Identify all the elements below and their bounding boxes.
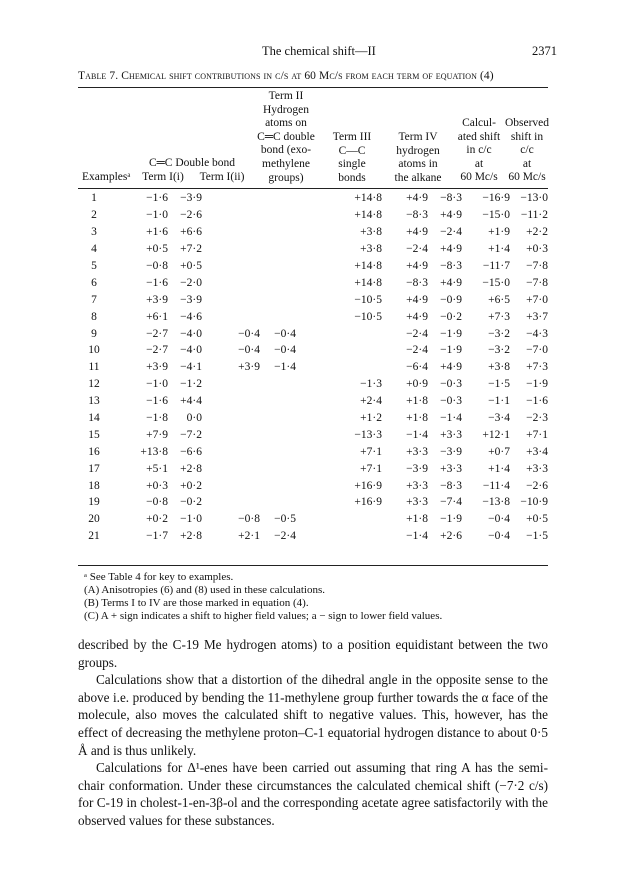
term2a-value [202,477,260,494]
calculated-shift: −15·0 [482,276,510,289]
observed-shift: −10·9 [520,496,548,509]
table-top-rule [78,87,548,88]
term1ii-value: −2·6 [180,209,202,222]
term4a-value: +3·3 [406,479,428,492]
term4a-value: −8·3 [406,276,428,289]
term4b-value: +4·9 [440,209,462,222]
term1ii-value: −4·0 [180,344,202,357]
calculated-shift: +6·5 [488,293,510,306]
example-number: 7 [91,293,97,306]
header-term3: Term III C—C single bonds [332,131,372,184]
term3-value: +7·1 [360,445,382,458]
term1ii-value: −1·0 [180,513,202,526]
term1i-value: +5·1 [146,462,168,475]
observed-shift: −7·0 [526,344,548,357]
observed-shift: +7·3 [526,361,548,374]
term4b-value: −1·9 [440,513,462,526]
observed-shift: +3·4 [526,445,548,458]
term1i-value: +0·3 [146,479,168,492]
term4a-value: −2·4 [406,344,428,357]
term4a-value: −1·4 [406,428,428,441]
example-number: 13 [88,395,100,408]
term4b-value: −0·3 [440,395,462,408]
term1ii-value: −0·2 [180,496,202,509]
table-row [78,460,548,477]
term4a-value: −8·3 [406,209,428,222]
term4b-value: −0·2 [440,310,462,323]
term4a-value: −2·4 [406,327,428,340]
term1i-value: −1·6 [146,276,168,289]
term2b-value [260,207,296,224]
term4b-value: −0·9 [440,293,462,306]
table-caption [78,70,548,82]
term2a-value [202,376,260,393]
term1i-value: +0·2 [146,513,168,526]
header-term1ii: Term I(ii) [199,171,245,183]
table-row [78,207,548,224]
calculated-shift: −13·8 [482,496,510,509]
term3-value: +14·8 [354,192,382,205]
observed-shift: −2·3 [526,412,548,425]
calculated-shift: −15·0 [482,209,510,222]
example-number: 11 [88,361,100,374]
term3-value: +14·8 [354,209,382,222]
header-term1i: Term I(i) [142,171,184,183]
term1i-value: +0·5 [146,243,168,256]
term4b-value: +4·9 [440,276,462,289]
example-number: 17 [88,462,100,475]
term2b-value [260,224,296,241]
paragraph-continuation: described by the C-19 Me hydrogen atoms) to a position equidistant between the two groups. [78,637,548,670]
term2a-value [202,443,260,460]
table-row [78,291,548,308]
term2b-value [260,258,296,275]
term2b-value [260,460,296,477]
term2b-value: −2·4 [274,530,296,543]
table-row [78,494,548,511]
example-number: 12 [88,378,100,391]
table-row [78,477,548,494]
term3-value [296,359,382,376]
observed-shift: −1·9 [526,378,548,391]
example-number: 8 [91,310,97,323]
term2a-value [202,224,260,241]
term1i-value: −2·7 [146,327,168,340]
running-title: The chemical shift—II [262,44,376,58]
term4b-value: −8·3 [440,260,462,272]
term2b-value [260,274,296,291]
term2a-value: −0·4 [238,344,260,357]
term1ii-value: −3·9 [180,192,202,205]
table-row [78,308,548,325]
example-number: 2 [91,209,97,222]
term2a-value: +2·1 [238,530,260,543]
table-row [78,342,548,359]
term3-value: +3·8 [360,243,382,256]
term4b-value: −8·3 [440,479,462,492]
example-number: 18 [88,479,100,492]
term4a-value: −1·4 [406,530,428,543]
term4a-value: +0·9 [406,378,428,391]
term4b-value: −7·4 [440,496,462,509]
term4b-value: −1·9 [440,344,462,357]
term1ii-value: −4·1 [180,361,202,374]
term1ii-value: −2·0 [180,276,202,289]
term2b-value [260,393,296,410]
term2b-value [260,241,296,258]
term4b-value: +3·3 [440,462,462,475]
term2b-value [260,410,296,427]
term1ii-value: −4·0 [180,327,202,340]
header-term2: Term II Hydrogen atoms on C═C double bond (exo- methylene groups) [257,90,315,184]
term2b-value: −0·5 [274,513,296,526]
body-text [78,636,548,830]
term1i-value: +3·9 [146,361,168,374]
observed-shift: −1·6 [526,395,548,408]
table-row [78,511,548,528]
term3-value: −10·5 [354,293,382,306]
example-number: 15 [88,428,100,441]
term2b-value [260,494,296,511]
term4a-value: −6·4 [406,361,428,374]
term2a-value [202,291,260,308]
term2a-value: +3·9 [238,361,260,374]
term4b-value: −3·9 [440,445,462,458]
observed-shift: −7·8 [526,276,548,289]
term1i-value: −2·7 [146,344,168,357]
term3-value [296,528,382,545]
table-row [78,241,548,258]
term1ii-value: +0·5 [180,260,202,272]
term3-value: −13·3 [354,428,382,441]
term2a-value [202,207,260,224]
table-row [78,190,548,207]
term1i-value: −1·0 [146,209,168,222]
term3-value: +14·8 [354,260,382,272]
term2b-value [260,308,296,325]
table-row [78,528,548,545]
table-caption-text: Chemical shift contributions in c/s at 60 Mc/s from each term of equation (4) [121,70,494,82]
table-row [78,443,548,460]
footnote-anisotropies: (A) Anisotropies (6) and (8) used in these calculations. [84,584,326,596]
term4a-value: −3·9 [406,462,428,475]
calculated-shift: −1·1 [488,395,510,408]
paragraph-distortion: Calculations show that a distortion of the dihedral angle in the opposite sense to the above i.e. produced by bending the 11-methylene group further towards the α face of the molecule, also moves the calculated shift to negative values. This, however, has the effect of decreasing the methylene proton–C-1 equatorial hydrogen distance to about 0·5 Å and is thus unlikely. [78,672,548,758]
table-row [78,376,548,393]
observed-shift: +7·1 [526,428,548,441]
header-term4: Term IV hydrogen atoms in the alkane [394,131,442,184]
term2a-value [202,274,260,291]
term2b-value [260,376,296,393]
term4a-value: +4·9 [406,192,428,205]
term4b-value: +4·9 [440,243,462,256]
term2a-value: −0·8 [238,513,260,526]
term3-value: +16·9 [354,496,382,509]
calculated-shift: −11·4 [482,479,510,492]
term1i-value: −1·6 [146,395,168,408]
footnote-a: ᵃ See Table 4 for key to examples. [84,571,234,583]
observed-shift: −2·6 [526,479,548,492]
observed-shift: −11·2 [520,209,548,222]
term4b-value: −0·3 [440,378,462,391]
table-row [78,274,548,291]
calculated-shift: +1·4 [488,462,510,475]
term4a-value: +4·9 [406,293,428,306]
table-row [78,224,548,241]
term4b-value: +3·3 [440,428,462,441]
term4b-value: −2·4 [440,226,462,239]
example-number: 5 [91,260,97,272]
calculated-shift: −11·7 [482,260,510,272]
term4a-value: +4·9 [406,310,428,323]
term4b-value: −1·4 [440,412,462,425]
example-number: 9 [91,327,97,340]
example-number: 3 [91,226,97,239]
term1ii-value: −6·6 [180,445,202,458]
term2a-value [202,426,260,443]
term3-value: −1·3 [360,378,382,391]
term3-value: +7·1 [360,462,382,475]
table-row [78,410,548,427]
calculated-shift: +0·7 [488,445,510,458]
term4a-value: +1·8 [406,412,428,425]
calculated-shift: −3·4 [488,412,510,425]
term1ii-value: −3·9 [180,293,202,306]
term1ii-value: +2·8 [180,462,202,475]
term1i-value: −1·6 [146,192,168,205]
term2a-value [202,308,260,325]
observed-shift: +2·2 [526,226,548,239]
example-number: 1 [91,192,97,205]
term3-value: −10·5 [354,310,382,323]
table-row [78,393,548,410]
term4a-value: +1·8 [406,395,428,408]
term1i-value: −1·7 [146,530,168,543]
shift-table [78,190,548,545]
term1i-value: −1·8 [146,412,168,425]
calculated-shift: −0·4 [488,530,510,543]
term2b-value [260,291,296,308]
term3-value [296,325,382,342]
term2b-value: −0·4 [274,327,296,340]
term4a-value: +3·3 [406,496,428,509]
calculated-shift: +12·1 [482,428,510,441]
term4a-value: +4·9 [406,260,428,272]
calculated-shift: +1·4 [488,243,510,256]
example-number: 19 [88,496,100,509]
term1ii-value: −4·6 [180,310,202,323]
term1ii-value: +0·2 [180,479,202,492]
table-label: Table 7. [78,70,119,82]
header-cc-double-bond: C═C Double bond [148,157,236,169]
example-number: 6 [91,276,97,289]
term1ii-value: +2·8 [180,530,202,543]
example-number: 4 [91,243,97,256]
observed-shift: −7·8 [526,260,548,272]
observed-shift: +3·7 [526,310,548,323]
observed-shift: +7·0 [526,293,548,306]
term1ii-value: +4·4 [180,395,202,408]
term1ii-value: +7·2 [180,243,202,256]
example-number: 14 [88,412,100,425]
calculated-shift: +3·8 [488,361,510,374]
calculated-shift: −3·2 [488,344,510,357]
term2a-value [202,190,260,207]
observed-shift: −13·0 [520,192,548,205]
table-row [78,426,548,443]
term3-value: +2·4 [360,395,382,408]
term1i-value: −1·0 [146,378,168,391]
term1i-value: +3·9 [146,293,168,306]
example-number: 16 [88,445,100,458]
term2a-value [202,494,260,511]
term2a-value [202,410,260,427]
footnote-terms: (B) Terms I to IV are those marked in equation (4). [84,597,309,609]
term1ii-value: −1·2 [180,378,202,391]
header-examples: Examplesᵃ [82,171,131,183]
term1ii-value: −7·2 [180,428,202,441]
term2a-value: −0·4 [238,327,260,340]
term3-value: +1·2 [360,412,382,425]
term2b-value [260,477,296,494]
term4b-value: −8·3 [440,192,462,205]
term1i-value: +13·8 [140,445,168,458]
calculated-shift: −0·4 [488,513,510,526]
calculated-shift: +1·9 [488,226,510,239]
term3-value [296,342,382,359]
calculated-shift: +7·3 [488,310,510,323]
term4a-value: +4·9 [406,226,428,239]
term2a-value [202,393,260,410]
term2a-value [202,241,260,258]
term2b-value: −1·4 [274,361,296,374]
term2b-value [260,426,296,443]
term1ii-value: 0·0 [186,412,202,425]
term1i-value: −0·8 [146,260,168,272]
example-number: 21 [88,530,100,543]
observed-shift: +0·3 [526,243,548,256]
term1i-value: +1·6 [146,226,168,239]
term3-value: +14·8 [354,276,382,289]
observed-shift: −1·5 [526,530,548,543]
term4b-value: +4·9 [440,361,462,374]
table-row [78,359,548,376]
calculated-shift: −3·2 [488,327,510,340]
example-number: 10 [88,344,100,357]
observed-shift: −4·3 [526,327,548,340]
table-row [78,258,548,275]
term2b-value: −0·4 [274,344,296,357]
calculated-shift: −1·5 [488,378,510,391]
term2b-value [260,443,296,460]
term1i-value: +6·1 [146,310,168,323]
header-calculated-shift: Calcul- ated shift in c/c at 60 Mc/s [457,117,501,184]
term1ii-value: +6·6 [180,226,202,239]
page-number: 2371 [532,44,557,58]
calculated-shift: −16·9 [482,192,510,205]
header-observed-shift: Observed shift in c/c at 60 Mc/s [504,117,550,184]
term4b-value: −1·9 [440,327,462,340]
paragraph-delta-enes: Calculations for Δ¹-enes have been carried out assuming that ring A has the semi-chair conformation. Under these circumstances the calculated chemical shift (−7·2 c/s) for C-19 in cholest-1-en-3β-ol and the corresponding acetate agree satisfactorily with the observed values for these substances. [78,760,548,828]
term3-value [296,511,382,528]
footnote-sign: (C) A + sign indicates a shift to higher field values; a − sign to lower field values. [84,610,443,622]
term1i-value: +7·9 [146,428,168,441]
term4a-value: −2·4 [406,243,428,256]
term2a-value [202,258,260,275]
example-number: 20 [88,513,100,526]
term4a-value: +3·3 [406,445,428,458]
term1i-value: −0·8 [146,496,168,509]
observed-shift: +0·5 [526,513,548,526]
observed-shift: +3·3 [526,462,548,475]
header-bottom-rule [78,188,548,189]
term3-value: +3·8 [360,226,382,239]
term2a-value [202,460,260,477]
table-row [78,325,548,342]
term3-value: +16·9 [354,479,382,492]
term4a-value: +1·8 [406,513,428,526]
table-bottom-rule [78,565,548,566]
term4b-value: +2·6 [440,530,462,543]
term2b-value [260,190,296,207]
